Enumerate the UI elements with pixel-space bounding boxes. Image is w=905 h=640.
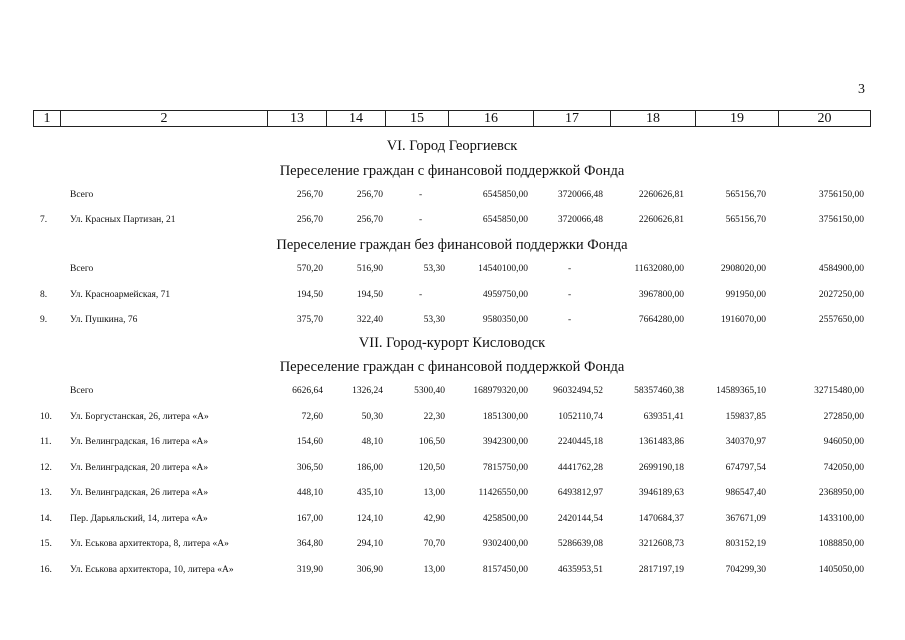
- cell-18: 2260626,81: [638, 190, 684, 200]
- cell-14: 186,00: [356, 463, 383, 473]
- cell-16: 168979320,00: [473, 386, 528, 396]
- row-number: 12.: [40, 463, 52, 473]
- row-number: 10.: [40, 412, 52, 422]
- cell-19: 986547,40: [725, 488, 766, 498]
- cell-14: 294,10: [356, 539, 383, 549]
- row-address: Ул. Красноармейская, 71: [70, 290, 171, 300]
- cell-18: 3967800,00: [638, 290, 684, 300]
- cell-16: 3942300,00: [482, 437, 528, 447]
- header-col-13: 13: [268, 111, 327, 127]
- cell-17: 2240445,18: [557, 437, 603, 447]
- table-row: [0, 435, 905, 449]
- cell-20: 1433100,00: [818, 514, 864, 524]
- cell-18: 3946189,63: [638, 488, 684, 498]
- cell-16: 8157450,00: [482, 565, 528, 575]
- section-subtitle-with-fund-2: Переселение граждан с финансовой поддержкой Фонда: [279, 359, 625, 375]
- row-number: 14.: [40, 514, 52, 524]
- table-row: [0, 213, 905, 227]
- cell-15: 53,30: [423, 315, 445, 325]
- section-subtitle-with-fund: Переселение граждан с финансовой поддержкой Фонда: [279, 163, 625, 179]
- row-number: 7.: [40, 215, 48, 225]
- cell-15: 5300,40: [414, 386, 445, 396]
- cell-13: 319,90: [296, 565, 323, 575]
- cell-13: 364,80: [296, 539, 323, 549]
- section-title-kislovodsk: VII. Город-курорт Кисловодск: [358, 335, 546, 351]
- row-address: Ул. Велинградская, 20 литера «А»: [70, 463, 209, 473]
- cell-14: 256,70: [356, 215, 383, 225]
- cell-20: 742050,00: [823, 463, 864, 473]
- row-address: Ул. Велинградская, 26 литера «А»: [70, 488, 209, 498]
- cell-19: 803152,19: [725, 539, 766, 549]
- cell-14: 48,10: [361, 437, 383, 447]
- cell-19: 367671,09: [725, 514, 766, 524]
- column-header-table: [33, 110, 871, 127]
- cell-14: 322,40: [356, 315, 383, 325]
- cell-16: 9580350,00: [482, 315, 528, 325]
- table-row: [0, 410, 905, 424]
- header-col-15: 15: [386, 111, 449, 127]
- header-col-16: 16: [449, 111, 534, 127]
- cell-16: 1851300,00: [482, 412, 528, 422]
- row-address: Всего: [70, 264, 94, 274]
- cell-18: 3212608,73: [638, 539, 684, 549]
- cell-15: -: [419, 190, 423, 200]
- cell-15: 53,30: [423, 264, 445, 274]
- table-row: [0, 563, 905, 577]
- cell-17: -: [568, 315, 572, 325]
- cell-16: 11426550,00: [478, 488, 528, 498]
- cell-14: 435,10: [356, 488, 383, 498]
- table-row: [0, 262, 905, 276]
- cell-19: 565156,70: [725, 190, 766, 200]
- cell-14: 306,90: [356, 565, 383, 575]
- section-subtitle-without-fund: Переселение граждан без финансовой поддержки Фонда: [276, 237, 628, 253]
- cell-15: 42,90: [423, 514, 445, 524]
- row-address: Пер. Дарьяльский, 14, литера «А»: [70, 514, 208, 524]
- cell-17: 4635953,51: [557, 565, 603, 575]
- cell-13: 6626,64: [292, 386, 323, 396]
- cell-17: 4441762,28: [557, 463, 603, 473]
- cell-15: 13,00: [423, 488, 445, 498]
- cell-15: -: [419, 290, 423, 300]
- cell-20: 4584900,00: [818, 264, 864, 274]
- row-number: 15.: [40, 539, 52, 549]
- header-col-14: 14: [327, 111, 386, 127]
- header-col-1: 1: [34, 111, 61, 127]
- cell-16: 6545850,00: [482, 215, 528, 225]
- header-row: [34, 111, 871, 127]
- cell-17: 2420144,54: [557, 514, 603, 524]
- header-col-19: 19: [696, 111, 779, 127]
- table-row: [0, 486, 905, 500]
- cell-14: 194,50: [356, 290, 383, 300]
- cell-13: 194,50: [296, 290, 323, 300]
- cell-15: 22,30: [423, 412, 445, 422]
- cell-20: 1405050,00: [818, 565, 864, 575]
- cell-17: -: [568, 264, 572, 274]
- header-col-20: 20: [779, 111, 871, 127]
- cell-13: 256,70: [296, 190, 323, 200]
- cell-18: 7664280,00: [638, 315, 684, 325]
- cell-19: 704299,30: [725, 565, 766, 575]
- cell-17: 6493812,97: [557, 488, 603, 498]
- cell-19: 565156,70: [725, 215, 766, 225]
- cell-13: 167,00: [296, 514, 323, 524]
- table-row: [0, 313, 905, 327]
- cell-17: 3720066,48: [557, 215, 603, 225]
- cell-16: 14540100,00: [478, 264, 528, 274]
- table-row: [0, 188, 905, 202]
- row-address: Ул. Еськова архитектора, 10, литера «А»: [70, 565, 234, 575]
- table-row: [0, 288, 905, 302]
- cell-13: 375,70: [296, 315, 323, 325]
- cell-14: 1326,24: [352, 386, 383, 396]
- cell-16: 7815750,00: [482, 463, 528, 473]
- cell-16: 6545850,00: [482, 190, 528, 200]
- cell-17: 96032494,52: [553, 386, 603, 396]
- table-row: [0, 537, 905, 551]
- row-address: Ул. Велинградская, 16 литера «А»: [70, 437, 209, 447]
- cell-16: 4959750,00: [482, 290, 528, 300]
- header-col-2: 2: [61, 111, 268, 127]
- cell-14: 50,30: [361, 412, 383, 422]
- header-col-18: 18: [611, 111, 696, 127]
- cell-20: 3756150,00: [818, 190, 864, 200]
- row-address: Ул. Еськова архитектора, 8, литера «А»: [70, 539, 229, 549]
- cell-14: 124,10: [356, 514, 383, 524]
- cell-17: 5286639,08: [557, 539, 603, 549]
- section-title-georgievsk: VI. Город Георгиевск: [386, 138, 518, 154]
- cell-13: 448,10: [296, 488, 323, 498]
- cell-15: 13,00: [423, 565, 445, 575]
- cell-14: 516,90: [356, 264, 383, 274]
- cell-15: 120,50: [418, 463, 445, 473]
- cell-19: 340370,97: [725, 437, 766, 447]
- cell-14: 256,70: [356, 190, 383, 200]
- cell-13: 72,60: [301, 412, 323, 422]
- cell-17: 3720066,48: [557, 190, 603, 200]
- cell-19: 2908020,00: [720, 264, 766, 274]
- row-address: Ул. Пушкина, 76: [70, 315, 138, 325]
- cell-18: 1361483,86: [638, 437, 684, 447]
- cell-18: 639351,41: [643, 412, 684, 422]
- cell-18: 1470684,37: [638, 514, 684, 524]
- cell-20: 1088850,00: [818, 539, 864, 549]
- row-number: 8.: [40, 290, 48, 300]
- cell-18: 58357460,38: [634, 386, 684, 396]
- header-col-17: 17: [534, 111, 611, 127]
- table-row: [0, 384, 905, 398]
- cell-20: 2368950,00: [818, 488, 864, 498]
- cell-13: 306,50: [296, 463, 323, 473]
- cell-15: 106,50: [418, 437, 445, 447]
- cell-15: -: [419, 215, 423, 225]
- cell-18: 2817197,19: [638, 565, 684, 575]
- cell-17: 1052110,74: [558, 412, 603, 422]
- cell-16: 9302400,00: [482, 539, 528, 549]
- cell-20: 2027250,00: [818, 290, 864, 300]
- table-row: [0, 512, 905, 526]
- row-address: Всего: [70, 190, 94, 200]
- cell-18: 2260626,81: [638, 215, 684, 225]
- cell-19: 1916070,00: [720, 315, 766, 325]
- cell-13: 256,70: [296, 215, 323, 225]
- row-number: 11.: [40, 437, 52, 447]
- cell-15: 70,70: [423, 539, 445, 549]
- cell-19: 159837,85: [725, 412, 766, 422]
- cell-13: 154,60: [296, 437, 323, 447]
- row-number: 13.: [40, 488, 52, 498]
- cell-20: 32715480,00: [814, 386, 864, 396]
- page-number: 3: [858, 82, 865, 97]
- cell-20: 2557650,00: [818, 315, 864, 325]
- row-address: Ул. Боргустанская, 26, литера «А»: [70, 412, 209, 422]
- cell-18: 11632080,00: [634, 264, 684, 274]
- row-number: 16.: [40, 565, 52, 575]
- cell-20: 272850,00: [823, 412, 864, 422]
- table-row: [0, 461, 905, 475]
- cell-20: 946050,00: [823, 437, 864, 447]
- cell-19: 674797,54: [725, 463, 766, 473]
- cell-13: 570,20: [296, 264, 323, 274]
- cell-20: 3756150,00: [818, 215, 864, 225]
- cell-18: 2699190,18: [638, 463, 684, 473]
- cell-17: -: [568, 290, 572, 300]
- row-address: Всего: [70, 386, 94, 396]
- cell-19: 991950,00: [725, 290, 766, 300]
- row-address: Ул. Красных Партизан, 21: [70, 215, 176, 225]
- cell-19: 14589365,10: [716, 386, 766, 396]
- cell-16: 4258500,00: [482, 514, 528, 524]
- row-number: 9.: [40, 315, 48, 325]
